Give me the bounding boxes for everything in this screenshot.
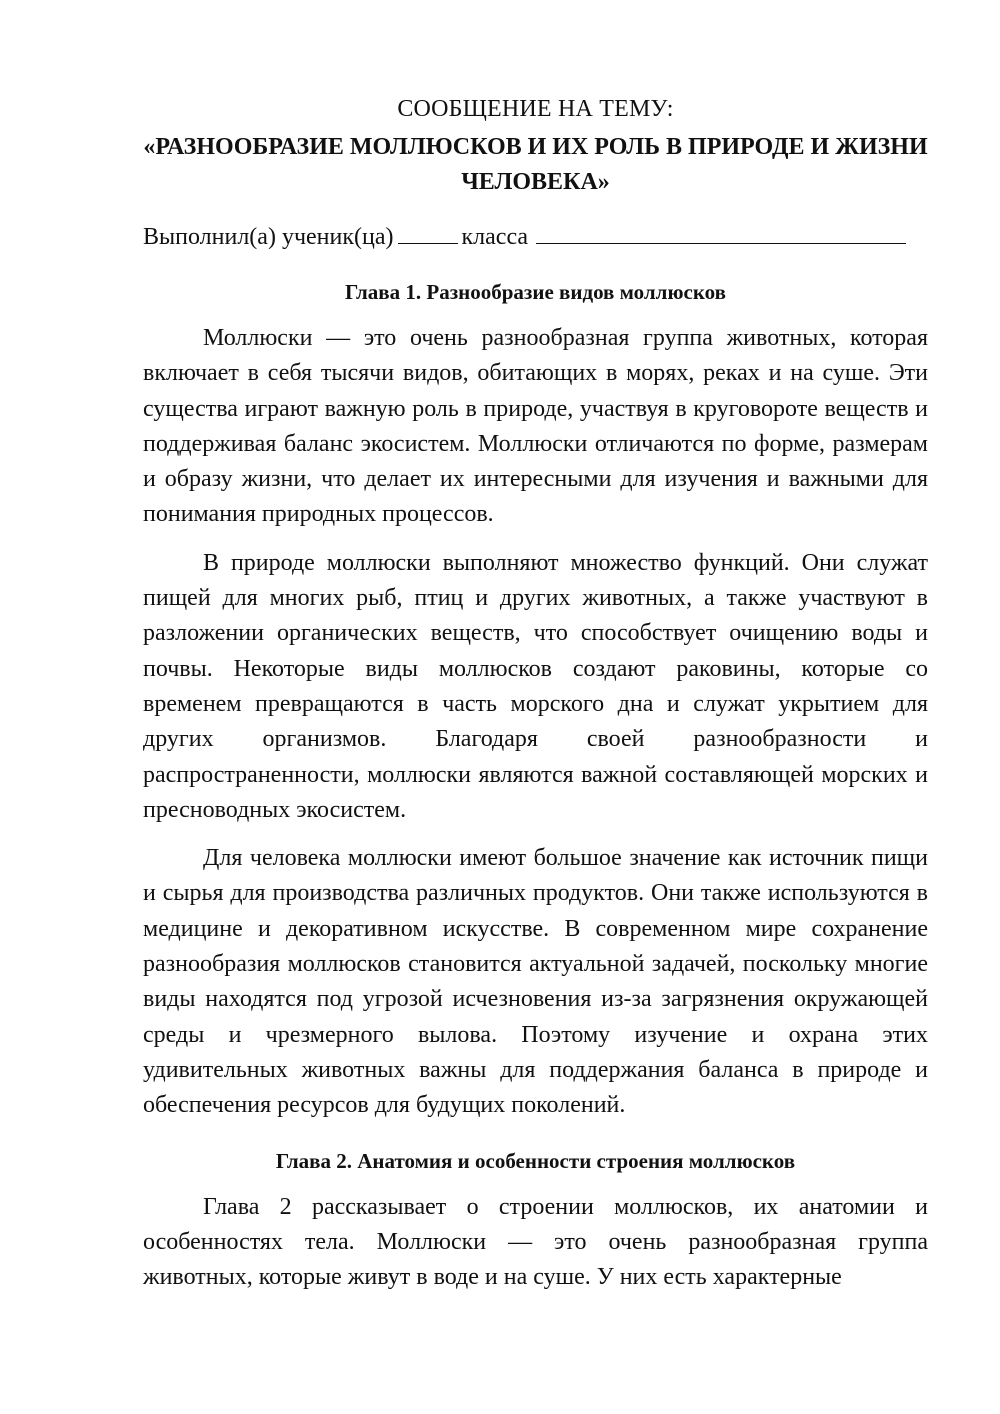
document-header: СООБЩЕНИЕ НА ТЕМУ: xyxy=(397,96,674,122)
author-line xyxy=(143,219,928,255)
student-name-blank xyxy=(536,219,906,244)
chapter-1-heading: Глава 1. Разнообразие видов моллюсков xyxy=(345,280,726,304)
chapter-2-heading: Глава 2. Анатомия и особенности строения моллюсков xyxy=(275,1148,796,1173)
class-number-blank xyxy=(398,219,458,244)
document-page xyxy=(143,92,928,1308)
chapter-1-paragraph: Моллюски — это очень разнообразная группа животных, которая включает в себя тысячи видов, обитающих в морях, реках и на суше. Эти существа играют важную роль в природе, участвуя в круговороте веществ и поддерживая баланс экосистем. Моллюски отличаются по форме, размерам и образу жизни, что делает их интересными для изучения и важными для понимания природных процессов. xyxy=(143,325,928,528)
chapter-2-paragraph: Глава 2 рассказывает о строении моллюсков, их анатомии и особенностях тела. Моллюски — это очень разнообразная группа животных, которые живут в воде и на суше. У них есть характерные xyxy=(143,1193,928,1291)
author-class-word: класса xyxy=(461,224,529,250)
document-title: «РАЗНООБРАЗИЕ МОЛЛЮСКОВ И ИХ РОЛЬ В ПРИРОДЕ И ЖИЗНИ ЧЕЛОВЕКА» xyxy=(143,134,928,195)
author-prefix: Выполнил(а) ученик(ца) xyxy=(143,224,394,250)
chapter-1-paragraph: В природе моллюски выполняют множество функций. Они служат пищей для многих рыб, птиц и других животных, а также участвуют в разложении органических веществ, что способствует очищению воды и почвы. Некоторые виды моллюсков создают раковины, которые со временем превращаются в часть морского дна и служат укрытием для других организмов. Благодаря своей разнообразности и распространенности, моллюски являются важной составляющей морских и пресноводных экосистем. xyxy=(143,549,928,823)
chapter-1-paragraph: Для человека моллюски имеют большое значение как источник пищи и сырья для производства различных продуктов. Они также используются в медицине и декоративном искусстве. В современном мире сохранение разнообразия моллюсков становится актуальной задачей, поскольку многие виды находятся под угрозой исчезновения из-за загрязнения окружающей среды и чрезмерного вылова. Поэтому изучение и охрана этих удивительных животных важны для поддержания баланса в природе и обеспечения ресурсов для будущих поколений. xyxy=(143,845,928,1119)
